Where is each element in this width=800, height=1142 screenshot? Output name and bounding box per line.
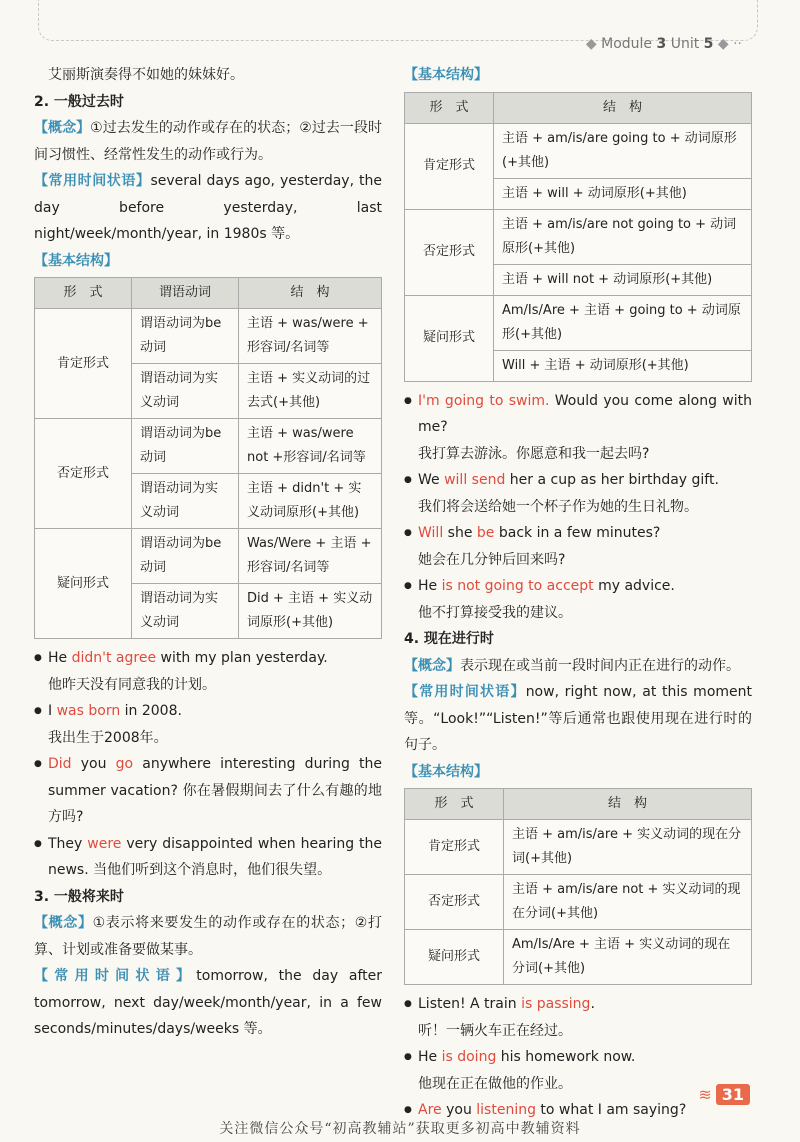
form-cell: 疑问形式 (35, 529, 132, 639)
example-sentence: ● Did you go anywhere interesting during the summer vacation? 你在暑假期间去了什么有趣的地方吗? (34, 751, 382, 831)
example-sentence: ● We will send her a cup as her birthday gift. (404, 467, 752, 494)
example-translation: 他昨天没有同意我的计划。 (48, 676, 216, 693)
example-translation: 听！一辆火车正在经过。 (418, 1022, 572, 1039)
table-header: 结 构 (494, 92, 752, 123)
table-header: 形 式 (405, 789, 504, 820)
form-cell: 疑问形式 (405, 295, 494, 381)
right-column (404, 62, 752, 1124)
example-sentence: ● He is doing his homework now. (404, 1044, 752, 1071)
table-header: 形 式 (35, 278, 132, 309)
page-number: 31 (716, 1084, 750, 1105)
section-3-concept: 【概念】①表示将来要发生的动作或存在的状态；②打算、计划或准备要做某事。 (34, 915, 382, 958)
struct-cell: 主语 + am/is/are not going to + 动词原形(+其他) (494, 209, 752, 264)
form-cell: 肯定形式 (35, 309, 132, 419)
module-header: ◆ Module 3 Unit 5 ◆ ·· (585, 36, 742, 52)
left-column (34, 62, 382, 1043)
footer-watermark: 关注微信公众号“初高教辅站”获取更多初高中教辅资料 (219, 1121, 581, 1137)
progressive-structure-tag: 【基本结构】 (404, 763, 488, 780)
verb-cell: 谓语动词为be动词 (132, 419, 239, 474)
struct-cell: Was/Were + 主语 + 形容词/名词等 (239, 529, 382, 584)
example-translation: 我们将会送给她一个杯子作为她的生日礼物。 (418, 498, 698, 515)
table-header: 形 式 (405, 92, 494, 123)
form-cell: 否定形式 (405, 209, 494, 295)
example-translation: 我打算去游泳。你愿意和我一起去吗? (418, 445, 650, 462)
section-4-title: 4. 现在进行时 (404, 631, 494, 647)
table-header: 结 构 (239, 278, 382, 309)
form-cell: 否定形式 (405, 875, 504, 930)
struct-cell: 主语 + will + 动词原形(+其他) (494, 178, 752, 209)
table-header: 谓语动词 (132, 278, 239, 309)
struct-cell: 主语 + am/is/are going to + 动词原形(+其他) (494, 123, 752, 178)
example-sentence: ● Are you listening to what I am saying? (404, 1097, 752, 1124)
struct-cell: 主语 + am/is/are + 实义动词的现在分词(+其他) (504, 820, 752, 875)
section-2-title: 2. 一般过去时 (34, 93, 124, 110)
example-sentence: ● I was born in 2008. (34, 698, 382, 725)
section-3-adverbs: 【常用时间状语】tomorrow, the day after tomorrow, next day/week/month/year, in a few seconds/minutes/days/weeks 等。 (34, 968, 382, 1037)
example-sentence: ● Listen! A train is passing. (404, 991, 752, 1018)
page-number-badge (698, 1085, 750, 1104)
top-frame (38, 0, 758, 41)
example-sentence: ● They were very disappointed when hearing the news. 当他们听到这个消息时，他们很失望。 (34, 831, 382, 884)
section-2-concept: 【概念】①过去发生的动作或存在的状态；②过去一段时间习惯性、经常性发生的动作或行为。 (34, 120, 382, 163)
struct-cell: Did + 主语 + 实义动词原形(+其他) (239, 584, 382, 639)
section-4-concept: 【概念】表示现在或当前一段时间内正在进行的动作。 (404, 657, 740, 674)
struct-cell: 主语 + will not + 动词原形(+其他) (494, 264, 752, 295)
struct-cell: 主语 + didn't + 实义动词原形(+其他) (239, 474, 382, 529)
verb-cell: 谓语动词为实义动词 (132, 584, 239, 639)
section-2-structure-tag: 【基本结构】 (34, 252, 118, 269)
form-cell: 肯定形式 (405, 123, 494, 209)
form-cell: 肯定形式 (405, 820, 504, 875)
struct-cell: 主语 + am/is/are not + 实义动词的现在分词(+其他) (504, 875, 752, 930)
past-tense-table (34, 277, 382, 639)
example-sentence: ● He is not going to accept my advice. (404, 573, 752, 600)
verb-cell: 谓语动词为be动词 (132, 529, 239, 584)
example-sentence: ● I'm going to swim. Would you come along with me? (404, 388, 752, 441)
struct-cell: 主语 + 实义动词的过去式(+其他) (239, 364, 382, 419)
verb-cell: 谓语动词为实义动词 (132, 474, 239, 529)
verb-cell: 谓语动词为实义动词 (132, 364, 239, 419)
struct-cell: 主语 + was/were not +形容词/名词等 (239, 419, 382, 474)
form-cell: 否定形式 (35, 419, 132, 529)
progressive-tense-table (404, 788, 752, 985)
example-translation: 她会在几分钟后回来吗? (418, 551, 566, 568)
struct-cell: 主语 + was/were + 形容词/名词等 (239, 309, 382, 364)
swirl-icon: ≋ (698, 1085, 712, 1104)
struct-cell: Will + 主语 + 动词原形(+其他) (494, 350, 752, 381)
section-3-title: 3. 一般将来时 (34, 888, 124, 905)
example-translation: 我出生于2008年。 (48, 729, 168, 746)
example-sentence: ● Will she be back in a few minutes? (404, 520, 752, 547)
verb-cell: 谓语动词为be动词 (132, 309, 239, 364)
example-sentence: ● He didn't agree with my plan yesterday. (34, 645, 382, 672)
table-header: 结 构 (504, 789, 752, 820)
form-cell: 疑问形式 (405, 930, 504, 985)
future-structure-tag: 【基本结构】 (404, 67, 488, 83)
intro-text: 艾丽斯演奏得不如她的妹妹好。 (48, 67, 244, 83)
example-translation: 他现在正在做他的作业。 (418, 1075, 572, 1092)
struct-cell: Am/Is/Are + 主语 + 实义动词的现在分词(+其他) (504, 930, 752, 985)
example-translation: 他不打算接受我的建议。 (418, 604, 572, 621)
section-4-adverbs: 【常用时间状语】now, right now, at this moment 等。“Look!”“Listen!”等后通常也跟使用现在进行时的句子。 (404, 684, 752, 753)
future-tense-table (404, 92, 752, 382)
section-2-adverbs: 【常用时间状语】several days ago, yesterday, the day before yesterday, last night/week/month/year, in 1980s 等。 (34, 173, 382, 242)
struct-cell: Am/Is/Are + 主语 + going to + 动词原形(+其他) (494, 295, 752, 350)
